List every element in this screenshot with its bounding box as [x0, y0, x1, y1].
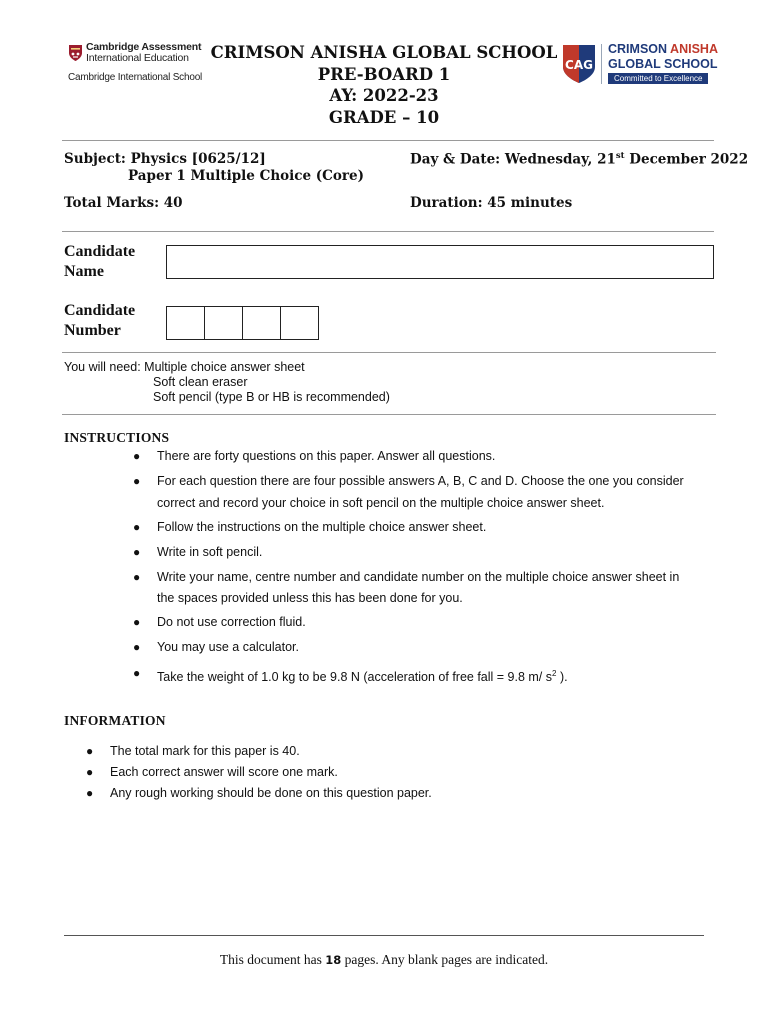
cambridge-shield-icon: [68, 44, 83, 62]
candidate-number-label: [64, 301, 135, 341]
candidate-name-label-line1: Candidate: [64, 243, 136, 260]
instruction-text: Write in soft pencil.: [157, 545, 263, 559]
instruction-text: Take the weight of 1.0 kg to be 9.8 N (acceleration of free fall = 9.8 m/ s: [157, 670, 553, 685]
instruction-item: [133, 637, 299, 658]
exam-date-prefix: Day & Date: Wednesday, 21: [410, 151, 616, 168]
cag-shield-icon: [561, 43, 597, 85]
bullet-icon: ●: [133, 474, 141, 488]
candidate-number-box-3[interactable]: [242, 306, 281, 340]
cambridge-logo-line1: Cambridge Assessment: [86, 41, 202, 53]
instruction-superscript: 2: [552, 669, 557, 678]
school-name: CRIMSON ANISHA GLOBAL SCHOOL: [210, 43, 558, 62]
candidate-number-label-line1: Candidate: [64, 302, 136, 319]
cag-name-line1: [608, 42, 718, 56]
meta-divider: [62, 231, 714, 232]
instruction-item: [133, 446, 496, 467]
materials-divider: [62, 414, 716, 415]
exam-date: [410, 151, 748, 168]
instruction-item: [133, 567, 680, 588]
page-count: 18: [325, 953, 342, 967]
cambridge-logo: [68, 42, 208, 86]
information-text: Each correct answer will score one mark.: [110, 765, 338, 779]
bullet-icon: ●: [133, 545, 141, 559]
exam-title: PRE-BOARD 1: [317, 64, 451, 84]
bullet-icon: ●: [133, 615, 141, 629]
instruction-text: You may use a calculator.: [157, 640, 299, 654]
instruction-continuation: the spaces provided unless this has been done for you.: [157, 591, 463, 605]
candidate-number-box-2[interactable]: [204, 306, 243, 340]
logo-divider: [601, 44, 602, 84]
candidate-name-label-line2: Name: [64, 263, 104, 280]
academic-year: AY: 2022-23: [329, 86, 439, 105]
cambridge-logo-line2: International Education: [86, 52, 189, 64]
grade-title: GRADE – 10: [328, 107, 440, 127]
information-text: Any rough working should be done on this question paper.: [110, 786, 432, 800]
instruction-item: [133, 471, 684, 492]
bullet-icon: ●: [133, 666, 141, 680]
subject: Subject: Physics [0625/12]: [64, 151, 266, 167]
instruction-text: There are forty questions on this paper. Answer all questions.: [157, 449, 496, 463]
bullet-icon: ●: [86, 765, 94, 779]
cag-tagline: Committed to Excellence: [608, 73, 708, 84]
footer-suffix: pages. Any blank pages are indicated.: [341, 952, 549, 967]
bullet-icon: ●: [133, 520, 141, 534]
cag-name-anisha: ANISHA: [670, 42, 718, 56]
bullet-icon: ●: [86, 744, 94, 758]
bullet-icon: ●: [133, 449, 141, 463]
cag-badge-text: CAG: [565, 58, 593, 72]
paper-title: Paper 1 Multiple Choice (Core): [128, 168, 365, 184]
instruction-item: [133, 612, 306, 633]
instructions-title: INSTRUCTIONS: [64, 430, 170, 445]
information-item: [86, 783, 432, 804]
crimson-anisha-logo: [561, 42, 731, 86]
materials-item: Soft clean eraser: [153, 375, 248, 389]
instruction-item: [133, 542, 263, 563]
footer-note: [0, 952, 768, 968]
instruction-text: Write your name, centre number and candidate number on the multiple choice answer sheet in: [157, 570, 680, 584]
instruction-text: Do not use correction fluid.: [157, 615, 306, 629]
instruction-text-end: ).: [556, 670, 568, 685]
bullet-icon: ●: [133, 570, 141, 584]
candidate-name-field[interactable]: [166, 245, 714, 279]
information-text: The total mark for this paper is 40.: [110, 744, 300, 758]
candidate-number-box-4[interactable]: [280, 306, 319, 340]
candidate-name-label: [64, 242, 135, 282]
cag-name-crimson: CRIMSON: [608, 42, 668, 56]
instruction-continuation: correct and record your choice in soft pencil on the multiple choice answer sheet.: [157, 496, 605, 510]
instruction-item: [133, 663, 568, 688]
instruction-item: [133, 517, 487, 538]
instruction-text: For each question there are four possible answers A, B, C and D. Choose the one you consider: [157, 474, 684, 488]
candidate-number-label-line2: Number: [64, 322, 121, 339]
information-item: [86, 741, 300, 762]
candidate-divider: [62, 352, 716, 353]
information-item: [86, 762, 338, 783]
information-title: INFORMATION: [64, 713, 166, 728]
school-heading: [200, 42, 568, 128]
exam-date-suffix-sup: st: [615, 151, 625, 161]
materials-intro: You will need: Multiple choice answer sheet: [64, 360, 305, 374]
footer-prefix: This document has: [219, 952, 326, 967]
header-divider: [62, 140, 714, 141]
instruction-text: Follow the instructions on the multiple choice answer sheet.: [157, 520, 487, 534]
exam-date-month-year: December 2022: [624, 151, 749, 168]
bullet-icon: ●: [133, 640, 141, 654]
candidate-number-box-1[interactable]: [166, 306, 205, 340]
materials-item: Soft pencil (type B or HB is recommended): [153, 390, 390, 404]
bullet-icon: ●: [86, 786, 94, 800]
footer-divider: [64, 935, 704, 936]
duration: Duration: 45 minutes: [410, 195, 573, 211]
cambridge-logo-line3: Cambridge International School: [68, 72, 203, 83]
total-marks: Total Marks: 40: [64, 195, 183, 211]
cag-name-line2: GLOBAL SCHOOL: [608, 57, 718, 71]
